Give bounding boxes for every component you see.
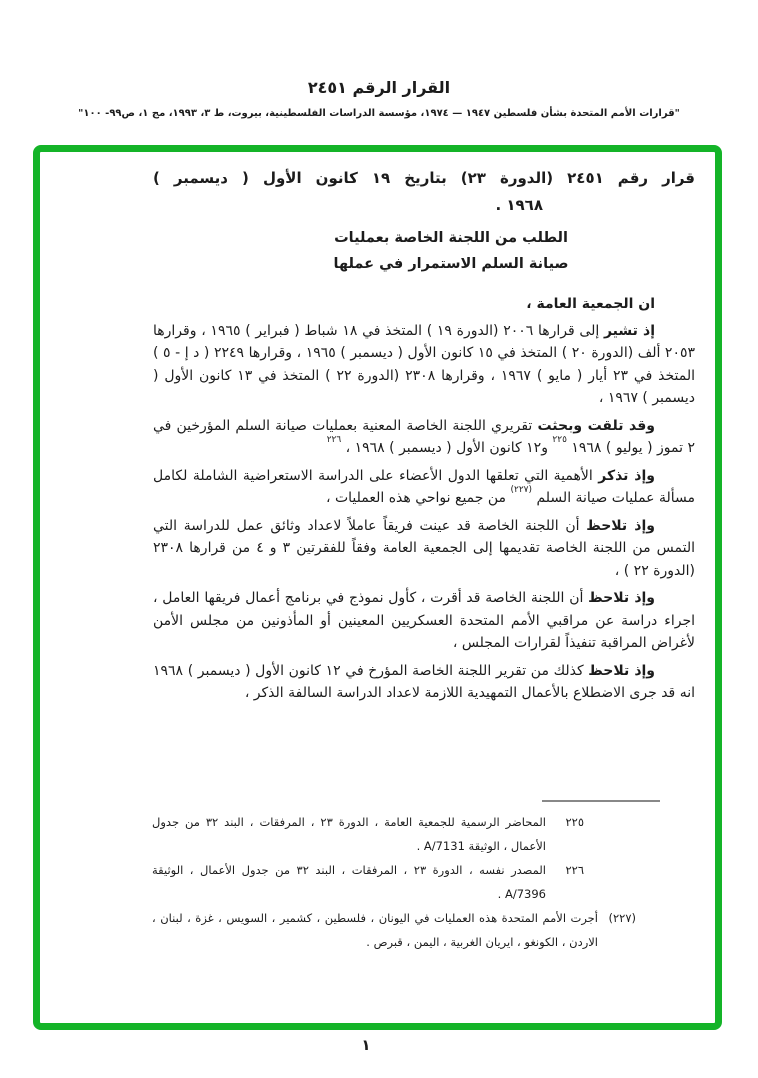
footnote-number: ٢٢٦ <box>565 863 584 877</box>
paragraph-text: تقريري اللجنة الخاصة المعنية بعمليات صيانة السلم المؤرخين في ٢ تموز ( يوليو ) ١٩٦٨ <box>153 417 695 456</box>
paragraph-lead: وإذ تلاحظ <box>588 590 656 606</box>
footnote-number: (٢٢٧) <box>608 911 636 925</box>
resolution-title-line-1: قرار رقم ٢٤٥١ (الدورة ٢٣) بتاريخ ١٩ كانون الأول ( ديسمبر ) <box>153 169 696 187</box>
paragraph-text: و١٢ كانون الأول ( ديسمبر ) ١٩٦٨ ، <box>341 440 553 456</box>
paragraph-noting-report <box>153 660 695 705</box>
footnote-ref-226: ٢٢٦ <box>326 435 342 446</box>
paragraph-text: كذلك من تقرير اللجنة الخاصة المؤرخ في ١٢ كانون الأول ( ديسمبر ) ١٩٦٨ انه قد جرى الاضطلاع بالأعمال التمهيدية اللازمة لاعداد الدراسة السالفة الذكر ، <box>153 662 695 701</box>
paragraph-text: الأهمية التي تعلقها الدول الأعضاء على الدراسة الاستعراضية الشاملة لكامل مسألة عمليات صيانة السلم <box>153 467 695 506</box>
footnote-text: المصدر نفسه ، الدورة ٢٣ ، المرفقات ، البند ٣٢ من جدول الأعمال ، الوثيقة A/7396 . <box>152 863 547 901</box>
paragraph-recalling-importance <box>153 465 695 510</box>
footnote-text: أجرت الأمم المتحدة هذه العمليات في اليونان ، فلسطين ، كشمير ، السويس ، غزة ، لبنان ، الاردن ، الكونغو ، ايريان الغربية ، اليمن ، قبرص . <box>152 911 598 949</box>
paragraph-lead: وإذ تلاحظ <box>588 662 656 679</box>
footnote-ref-225: ٢٢٥ <box>552 435 567 446</box>
paragraph-noting-model-study <box>153 587 695 655</box>
document-header-source-line: "قرارات الأمم المتحدة بشأن فلسطين ١٩٤٧ — ١٩٧٤، مؤسسة الدراسات الفلسطينية، بيروت، ط ٣، ١٩٩٣، مج ١، ص٩٩- ١٠٠" <box>78 108 680 119</box>
page-number: ١ <box>361 1036 371 1054</box>
footnote-226 <box>152 858 660 906</box>
resolution-subject-line-1: الطلب من اللجنة الخاصة بعمليات <box>334 230 568 246</box>
footnote-225 <box>152 810 660 858</box>
paragraph-having-received <box>153 415 695 460</box>
paragraph-text: إلى قرارها ٢٠٠٦ (الدورة ١٩ ) المتخذ في ١٨ شباط ( فبراير ) ١٩٦٥ ، وقرارها ٢٠٥٣ ألف (الدورة ٢٠ ) المتخذ في ١٥ كانون الأول ( ديسمبر ) ١٩٦٥ ، وقرارها ٢٢٤٩ ( د إ - ٥ ) المتخذ في ٢٣ أيار ( مايو ) ١٩٦٧ ، وقرارها ٢٣٠٨ (الدورة ٢٢ ) المتخذ في ١٣ كانون الأول ( ديسمبر ) ١٩٦٧ ، <box>153 322 695 406</box>
paragraph-lead: وإذ تذكر <box>598 467 655 484</box>
footnote-separator-rule <box>542 800 660 802</box>
paragraph-lead: إذ تشير <box>603 322 655 339</box>
footnote-number: ٢٢٥ <box>565 815 584 829</box>
paragraph-text: من جميع نواحي هذه العمليات ، <box>325 490 511 506</box>
paragraph-lead: وإذ تلاحظ <box>586 517 655 534</box>
footnote-ref-227: (٢٢٧) <box>510 485 533 496</box>
footnote-text: المحاضر الرسمية للجمعية العامة ، الدورة ٢٣ ، المرفقات ، البند ٣٢ من جدول الأعمال ، الوثيقة A/7131 . <box>152 815 546 853</box>
footnote-227 <box>152 906 660 954</box>
resolution-body <box>153 165 695 710</box>
paragraph-text: أن اللجنة الخاصة قد أقرت ، كأول نموذج في برنامج أعمال فريقها العامل ، اجراء دراسة عن مراقبي الأمم المتحدة العسكريين المعينين أو المأذونين من مجلس الأمن لأغراض المراقبة تنفيذاً لقرارات المجلس ، <box>153 590 695 651</box>
paragraph-recalling <box>153 320 695 410</box>
paragraph-noting-working-group <box>153 515 695 583</box>
paragraph-lead: وقد تلقت وبحثت <box>537 417 655 434</box>
footnotes-section <box>152 800 660 954</box>
resolution-opening-line: ان الجمعية العامة ، <box>526 296 655 312</box>
paragraph-text: أن اللجنة الخاصة قد عينت فريقاً عاملاً لاعداد وثائق عمل للدراسة التي التمس من اللجنة الخاصة تقديمها إلى الجمعية العامة وفقاً للفقرتين ٣ و ٤ من قرارها ٢٣٠٨ (الدورة ٢٢ ) ، <box>153 517 695 579</box>
document-header-title: القرار الرقم ٢٤٥١ <box>307 78 451 97</box>
resolution-subject-line-2: صيانة السلم الاستمرار في عملها <box>333 256 569 272</box>
resolution-subject <box>153 225 695 277</box>
resolution-title-line-2: ١٩٦٨ . <box>495 196 543 214</box>
